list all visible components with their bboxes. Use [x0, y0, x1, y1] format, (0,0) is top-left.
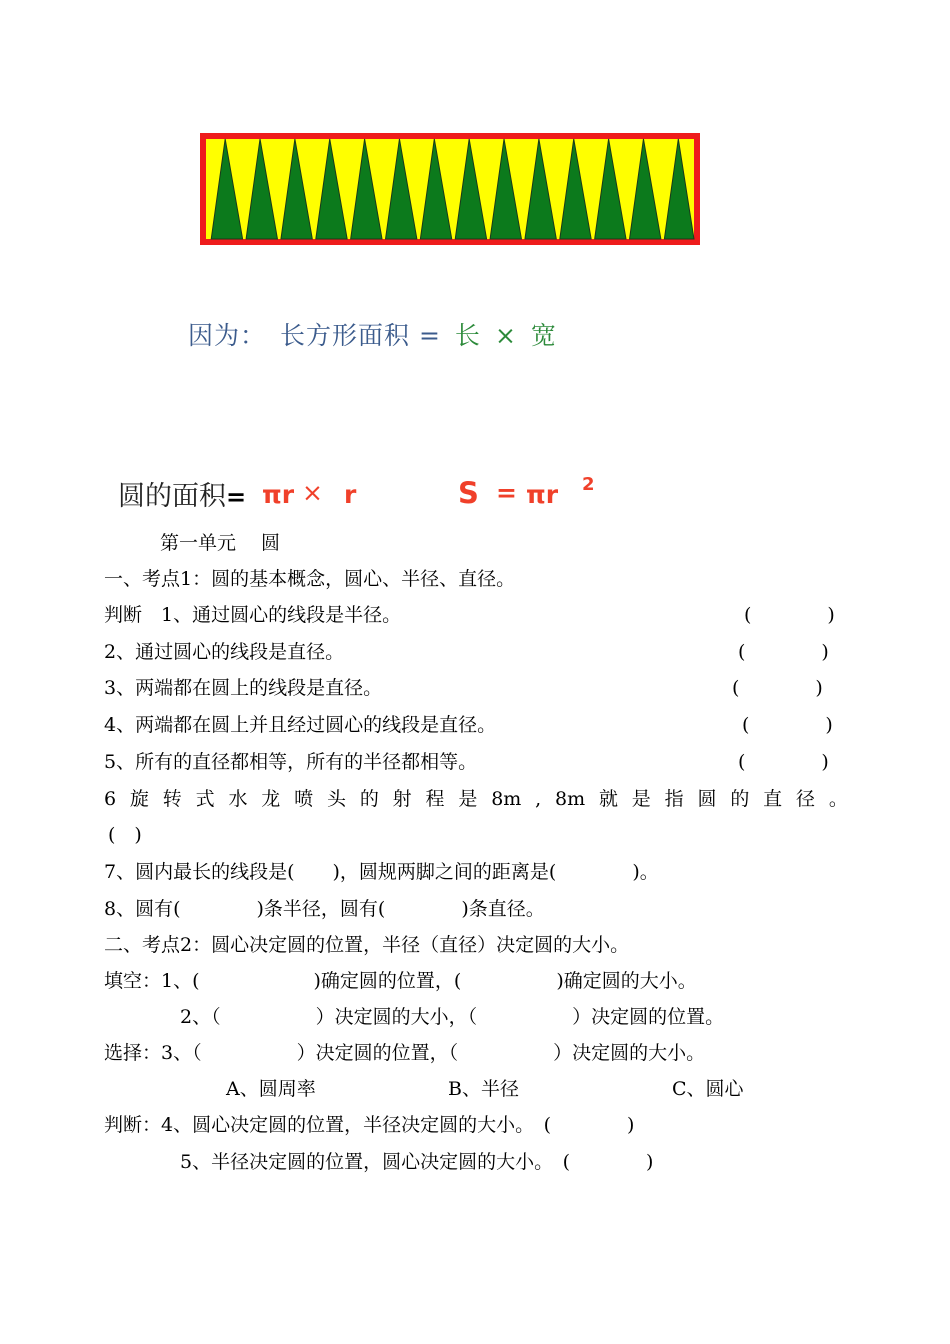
- equals-sign: =: [496, 478, 517, 507]
- section-1-heading: 一、考点1：圆的基本概念，圆心、半径、直径。: [104, 568, 516, 590]
- judge-item-3: [104, 675, 823, 701]
- j6-char: ,: [535, 788, 542, 810]
- judge-item-5: [104, 749, 829, 775]
- judge-section2-item-4: 判断：4、圆心决定圆的位置，半径决定圆的大小。 ( ): [104, 1114, 635, 1136]
- j6-char: 喷: [294, 788, 314, 810]
- formula-body: 长方形面积 =: [280, 321, 441, 350]
- j6-char: 式: [195, 788, 215, 810]
- j6-char: 旋: [129, 788, 149, 810]
- r-symbol: r: [344, 480, 357, 509]
- answer-blank: ( ): [744, 604, 835, 626]
- j6-char: 程: [425, 788, 445, 810]
- rearranged-circle-figure: [200, 133, 700, 245]
- j6-char: 龙: [261, 788, 281, 810]
- j6-char: 。: [828, 788, 848, 810]
- judge-item-3-text: 3、两端都在圆上的线段是直径。: [104, 677, 383, 699]
- pi-r: πr: [262, 480, 295, 509]
- triangle-strip: [206, 139, 694, 239]
- section-2-heading: 二、考点2：圆心决定圆的位置，半径（直径）决定圆的大小。: [104, 934, 630, 956]
- fill-item-1: 填空：1、( )确定圆的位置，( )确定圆的大小。: [104, 970, 697, 992]
- j6-char: 6: [104, 788, 117, 810]
- j6-char: 直: [763, 788, 783, 810]
- j6-char: 水: [228, 788, 248, 810]
- j6-char: 射: [392, 788, 412, 810]
- formula-prefix: 因为：: [188, 321, 267, 350]
- question-7: 7、圆内最长的线段是( )，圆规两脚之间的距离是( )。: [104, 861, 659, 883]
- answer-blank: ( ): [108, 824, 142, 846]
- j6-char: 的: [359, 788, 379, 810]
- j6-char: 是: [458, 788, 478, 810]
- fill-item-2: 2、（ ）决定圆的大小，（ ）决定圆的位置。: [180, 1006, 725, 1028]
- times-sign: ×: [302, 478, 323, 507]
- j6-char: 是: [631, 788, 651, 810]
- j6-char: 8m: [555, 788, 586, 810]
- answer-blank: ( ): [738, 641, 829, 663]
- j6-char: 头: [326, 788, 346, 810]
- s-symbol: S: [458, 476, 479, 510]
- judge-section2-item-5: 5、半径决定圆的位置，圆心决定圆的大小。 ( ): [180, 1151, 654, 1173]
- circle-area-equals: =: [226, 483, 247, 511]
- formula-wide: 宽: [530, 321, 557, 350]
- answer-blank: ( ): [742, 714, 833, 736]
- option-b: B、半径: [448, 1078, 519, 1100]
- judge-item-2-text: 2、通过圆心的线段是直径。: [104, 641, 345, 663]
- judge-item-2: [104, 639, 829, 665]
- choice-item-3: 选择：3、（ ）决定圆的位置，（ ）决定圆的大小。: [104, 1042, 706, 1064]
- judge-item-5-text: 5、所有的直径都相等，所有的半径都相等。: [104, 751, 478, 773]
- square-exponent: 2: [582, 474, 595, 495]
- formula-long: 长: [454, 321, 481, 350]
- j6-char: 径: [796, 788, 816, 810]
- formula-times: ×: [494, 321, 517, 350]
- j6-char: 转: [162, 788, 182, 810]
- unit-title: 第一单元 圆: [160, 532, 281, 554]
- j6-char: 指: [664, 788, 684, 810]
- judge-item-1-text: 判断 1、通过圆心的线段是半径。: [104, 604, 402, 626]
- answer-blank: ( ): [738, 751, 829, 773]
- circle-area-formula: [118, 474, 595, 513]
- option-a: A、圆周率: [226, 1078, 316, 1100]
- judge-item-6: [104, 786, 848, 812]
- circle-area-label: 圆的面积: [118, 481, 226, 512]
- j6-char: 圆: [697, 788, 717, 810]
- rectangle-area-formula: [188, 316, 557, 352]
- j6-char: 就: [598, 788, 618, 810]
- question-8: 8、圆有( )条半径，圆有( )条直径。: [104, 898, 545, 920]
- answer-blank: ( ): [732, 677, 823, 699]
- j6-char: 的: [730, 788, 750, 810]
- option-c: C、圆心: [672, 1078, 744, 1100]
- judge-item-4: [104, 712, 833, 738]
- j6-char: 8m: [491, 788, 522, 810]
- pi-r-squared: πr: [526, 480, 559, 509]
- judge-item-4-text: 4、两端都在圆上并且经过圆心的线段是直径。: [104, 714, 497, 736]
- judge-item-1: [104, 602, 835, 628]
